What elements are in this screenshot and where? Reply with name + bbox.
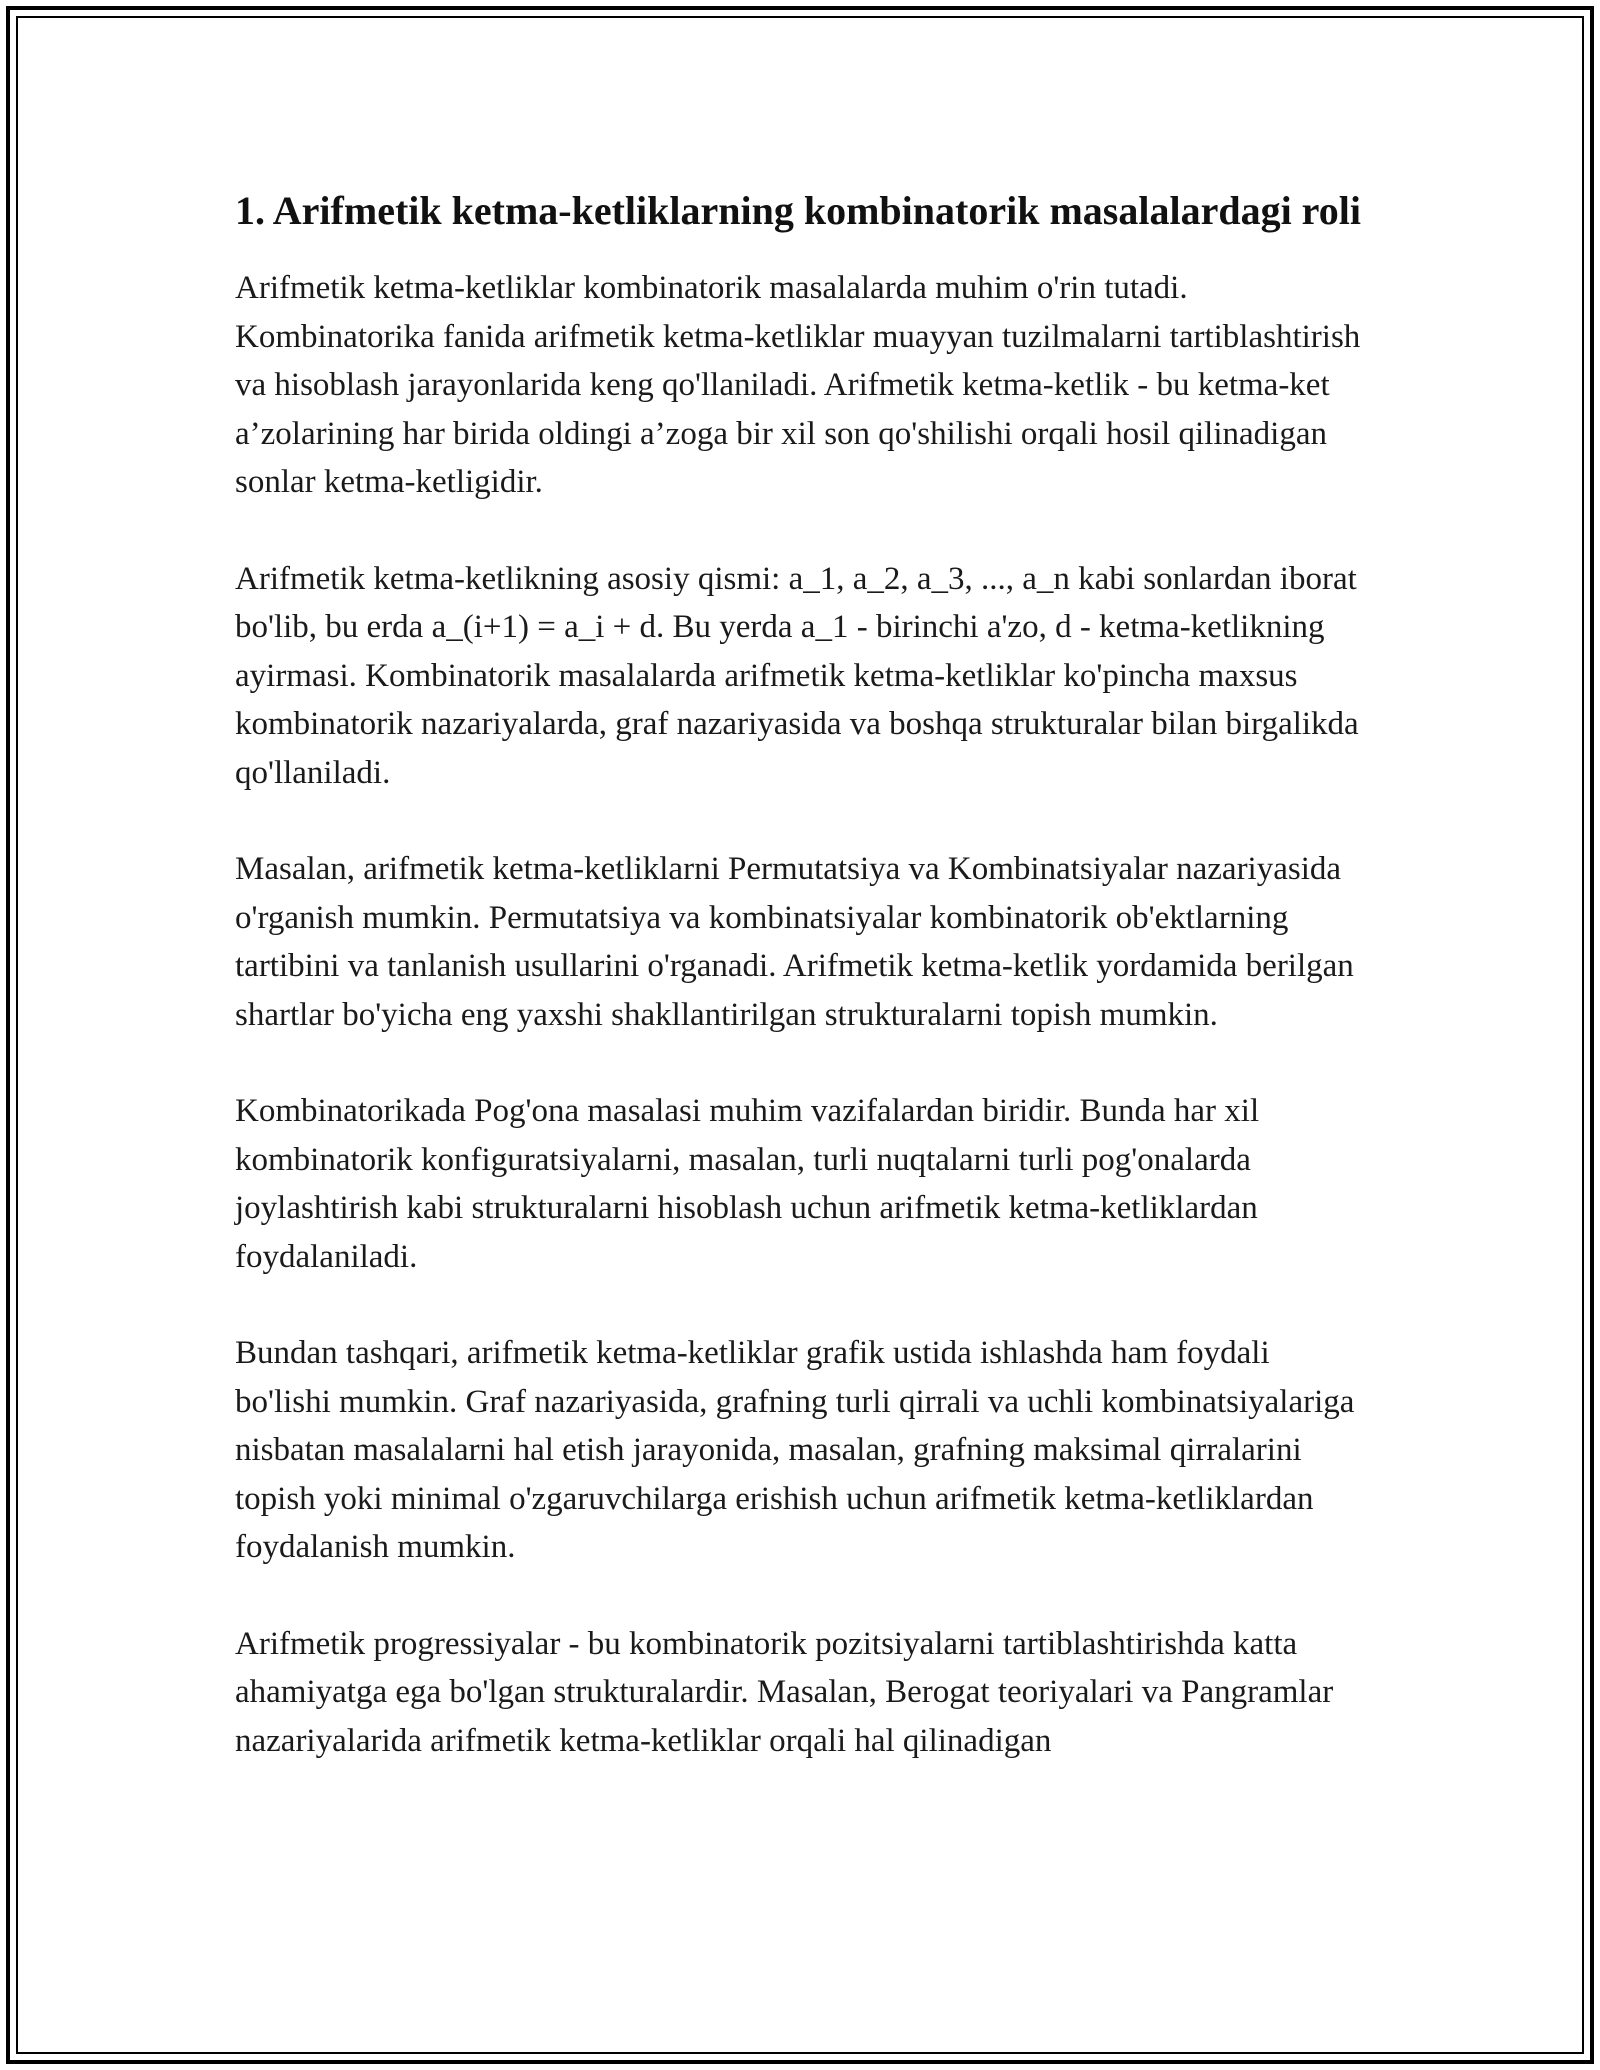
paragraph-3: Masalan, arifmetik ketma-ketliklarni Permutatsiya va Kombinatsiyalar nazariyasida o'rganish mumkin. Permutatsiya va kombinatsiyalar kombinatorik ob'ektlarning tartibini va tanlanish usullarini o'rganadi. Arifmetik ketma-ketlik yordamida berilgan shartlar bo'yicha eng yaxshi shakllantirilgan strukturalarni topish mumkin. — [235, 851, 1354, 1033]
section-heading: 1. Arifmetik ketma-ketliklarning kombinatorik masalalardagi roli — [235, 188, 1361, 233]
paragraph-6: Arifmetik progressiyalar - bu kombinatorik pozitsiyalarni tartiblashtirishda katta ahamiyatga ega bo'lgan strukturalardir. Masalan, Berogat teoriyalari va Pangramlar nazariyalarida arifmetik ketma-ketliklar orqali hal qilinadigan — [235, 1625, 1334, 1759]
paragraph-5: Bundan tashqari, arifmetik ketma-ketliklar grafik ustida ishlashda ham foydali bo'lishi mumkin. Graf nazariyasida, grafning turli qirrali va uchli kombinatsiyalariga nisbatan masalalarni hal etish jarayonida, masalan, grafning maksimal qirralarini topish yoki minimal o'zgaruvchilarga erishish uchun arifmetik ketma-ketliklardan foydalanish mumkin. — [235, 1335, 1355, 1565]
paragraph-1: Arifmetik ketma-ketliklar kombinatorik masalalarda muhim o'rin tutadi. Kombinatorika fanida arifmetik ketma-ketliklar muayyan tuzilmalarni tartiblashtirish va hisoblash jarayonlarida keng qo'llaniladi. Arifmetik ketma-ketlik - bu ketma-ket a’zolarining har birida oldingi a’zoga bir xil son qo'shilishi orqali hosil qilinadigan sonlar ketma-ketligidir. — [235, 270, 1361, 500]
paragraph-4: Kombinatorikada Pog'ona masalasi muhim vazifalardan biridir. Bunda har xil kombinatorik konfiguratsiyalarni, masalan, turli nuqtalarni turli pog'onalarda joylashtirish kabi strukturalarni hisoblash uchun arifmetik ketma-ketliklardan foydalaniladi. — [235, 1093, 1260, 1275]
paragraph-2: Arifmetik ketma-ketlikning asosiy qismi: a_1, a_2, a_3, ..., a_n kabi sonlardan iborat bo'lib, bu erda a_(i+1) = a_i + d. Bu yerda a_1 - birinchi a'zo, d - ketma-ketlikning ayirmasi. Kombinatorik masalalarda arifmetik ketma-ketliklar ko'pincha maxsus kombinatorik nazariyalarda, graf nazariyasida va boshqa strukturalar bilan birgalikda qo'llaniladi. — [235, 560, 1359, 791]
document-body — [235, 184, 1370, 1813]
